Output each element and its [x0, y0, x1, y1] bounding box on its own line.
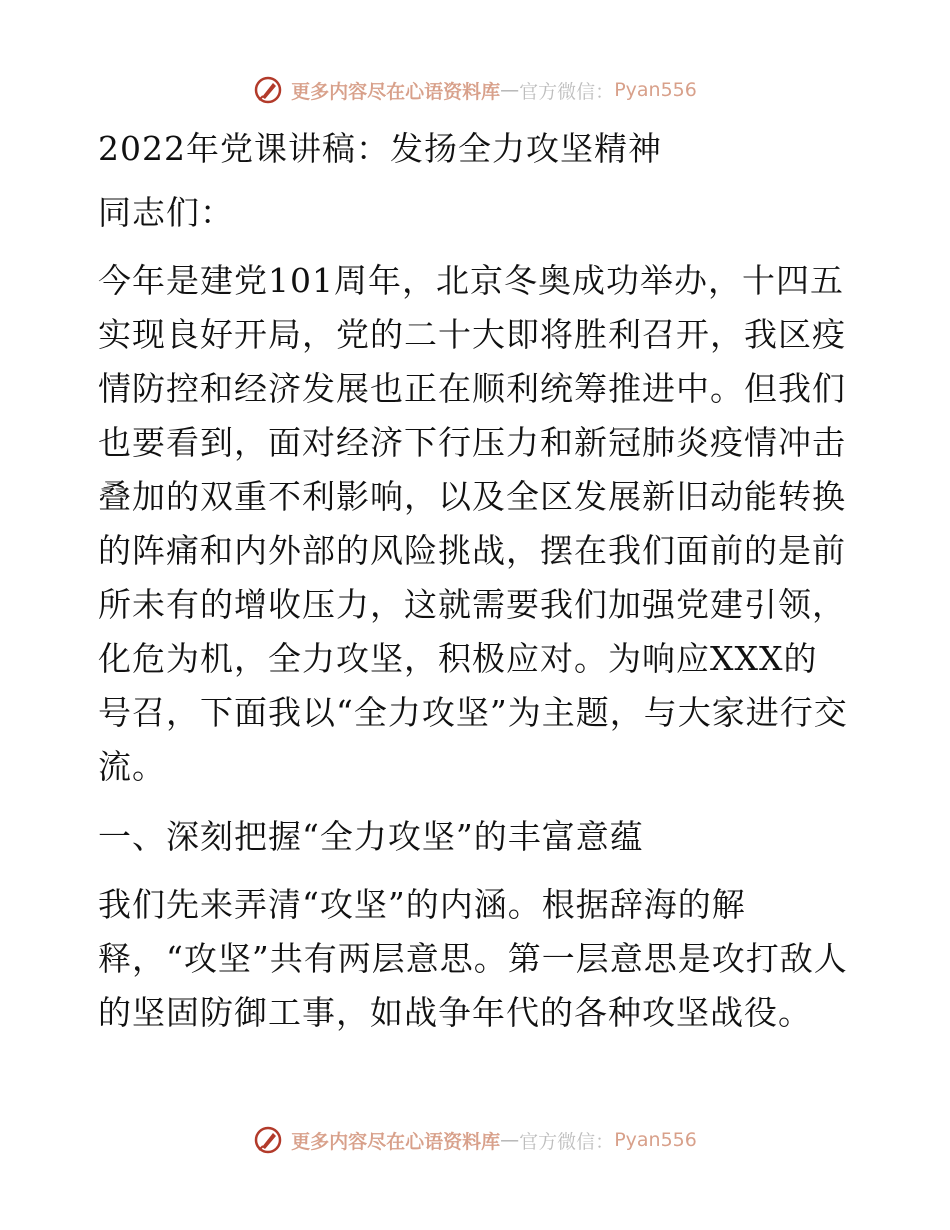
header-watermark-banner: [0, 70, 950, 110]
pen-logo-icon: [253, 75, 283, 105]
banner-label: 官方微信：: [519, 80, 615, 103]
banner-brand-text: 更多内容尽在心语资料库: [291, 1130, 501, 1153]
banner-wechat-id: Pyan556: [614, 1129, 697, 1151]
banner-separator: —: [500, 79, 520, 101]
pen-logo-icon: [253, 1125, 283, 1155]
banner-brand-text: 更多内容尽在心语资料库: [291, 80, 501, 103]
section-heading-1: 一、深刻把握“全力攻坚”的丰富意蕴: [98, 817, 644, 856]
banner-wechat-id: Pyan556: [614, 79, 697, 101]
document-body: [98, 118, 850, 1040]
document-title: 2022年党课讲稿：发扬全力攻坚精神: [98, 129, 662, 168]
paragraph-1: 今年是建党101周年，北京冬奥成功举办，十四五实现良好开局，党的二十大即将胜利召开，我区疫情防控和经济发展也正在顺利统筹推进中。但我们也要看到，面对经济下行压力和新冠肺炎疫情冲击叠加的双重不利影响，以及全区发展新旧动能转换的阵痛和内外部的风险挑战，摆在我们面前的是前所未有的增收压力，这就需要我们加强党建引领，化危为机，全力攻坚，积极应对。为响应XXX的号召，下面我以“全力攻坚”为主题，与大家进行交流。: [98, 261, 848, 786]
footer-watermark-banner: [0, 1120, 950, 1160]
paragraph-2: 我们先来弄清“攻坚”的内涵。根据辞海的解释，“攻坚”共有两层意思。第一层意思是攻打敌人的坚固防御工事，如战争年代的各种攻坚战役。: [98, 885, 848, 1032]
banner-label: 官方微信：: [519, 1130, 615, 1153]
banner-separator: —: [500, 1129, 520, 1151]
greeting: 同志们：: [98, 193, 234, 232]
